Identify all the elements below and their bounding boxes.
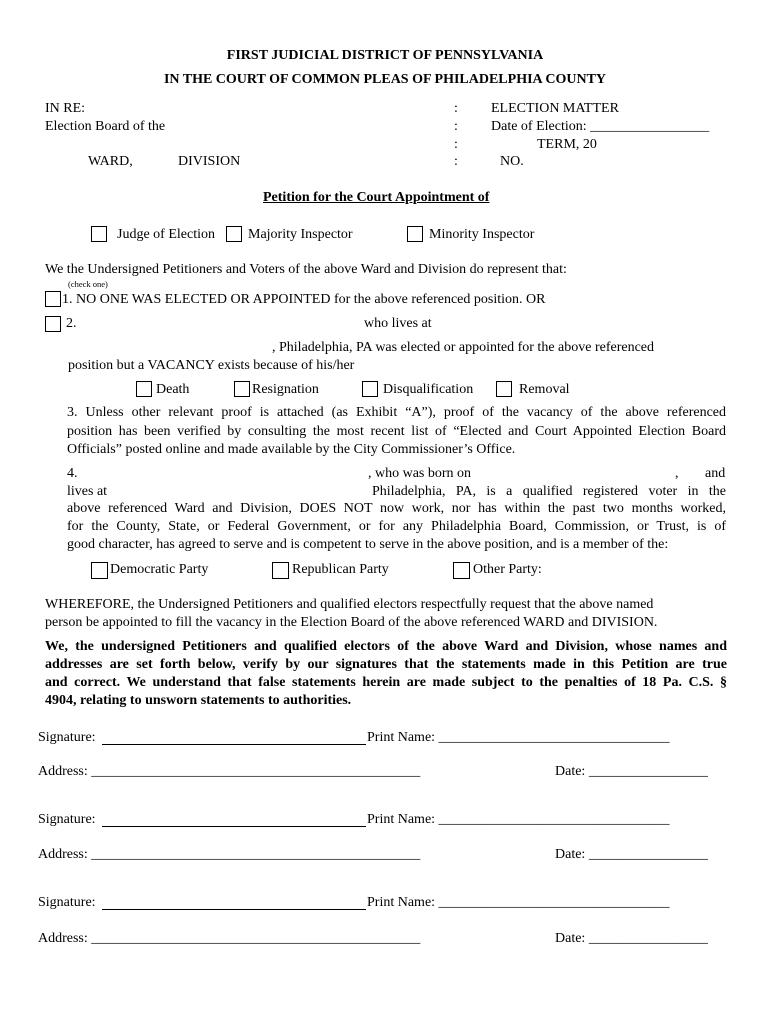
item1-text: 1. NO ONE WAS ELECTED OR APPOINTED for the above referenced position. OR — [62, 292, 546, 307]
check-one-note: (check one) — [68, 279, 108, 289]
republican-party-checkbox[interactable] — [272, 562, 289, 579]
signature-label: Signature: — [38, 730, 96, 745]
petition-title: Petition for the Court Appointment of — [263, 190, 490, 205]
wherefore-line2: person be appointed to fill the vacancy in the Election Board of the above referenced WARD and DIVISION. — [45, 615, 658, 630]
removal-label: Removal — [519, 382, 570, 397]
address-field[interactable]: Address: _______________________________________________ — [38, 764, 421, 779]
item3-line2: position has been verified by consulting the most recent list of “Elected and Court Appointed Election Board — [67, 424, 726, 439]
in-re-label: IN RE: — [45, 101, 86, 116]
item4-and: and — [705, 466, 726, 481]
disqualification-checkbox[interactable] — [362, 381, 378, 397]
item1-checkbox[interactable] — [45, 291, 61, 307]
item4-philadelphia: Philadelphia, PA, is a qualified registered voter in the — [372, 484, 726, 499]
division-label: DIVISION — [178, 154, 241, 169]
signature-label: Signature: — [38, 895, 96, 910]
caption-colon: : — [454, 154, 458, 169]
item4-line3: above referenced Ward and Division, DOES NOT now work, nor has within the past two months worked, — [67, 501, 726, 516]
majority-inspector-label: Majority Inspector — [248, 227, 353, 242]
signature-line[interactable] — [102, 909, 366, 910]
date-field[interactable]: Date: _________________ — [555, 764, 708, 779]
election-matter-label: ELECTION MATTER — [491, 101, 619, 116]
item2-philadelphia-line: , Philadelphia, PA was elected or appointed for the above referenced — [272, 340, 655, 355]
item2-vacancy-line: position but a VACANCY exists because of his/her — [68, 358, 355, 373]
verification-line4: 4904, relating to unsworn statements to authorities. — [45, 693, 352, 708]
removal-checkbox[interactable] — [496, 381, 512, 397]
verification-line3: and correct. We understand that false statements herein are made subject to the penalties of 18 Pa. C.S. § — [45, 675, 727, 690]
caption-colon: : — [454, 101, 458, 116]
verification-line2: addresses are set forth below, verify by our signatures that the statements made in this Petition are true — [45, 657, 727, 672]
signature-line[interactable] — [102, 826, 366, 827]
other-party-checkbox[interactable] — [453, 562, 470, 579]
other-party-label: Other Party: — [473, 562, 542, 577]
caption-colon: : — [454, 137, 458, 152]
date-field[interactable]: Date: _________________ — [555, 931, 708, 946]
print-name-field[interactable]: Print Name: _________________________________ — [367, 895, 670, 910]
print-name-field[interactable]: Print Name: _________________________________ — [367, 812, 670, 827]
democratic-party-label: Democratic Party — [110, 562, 209, 577]
date-field[interactable]: Date: _________________ — [555, 847, 708, 862]
death-checkbox[interactable] — [136, 381, 152, 397]
court-district-heading: FIRST JUDICIAL DISTRICT OF PENNSYLVANIA — [226, 48, 544, 63]
signature-label: Signature: — [38, 812, 96, 827]
wherefore-line1: WHEREFORE, the Undersigned Petitioners and qualified electors respectfully request that the above named — [45, 597, 654, 612]
death-label: Death — [156, 382, 190, 397]
verification-line1: We, the undersigned Petitioners and qualified electors of the above Ward and Division, whose names and — [45, 639, 727, 654]
address-field[interactable]: Address: _______________________________________________ — [38, 847, 421, 862]
judge-of-election-checkbox[interactable] — [91, 226, 107, 242]
address-field[interactable]: Address: _______________________________________________ — [38, 931, 421, 946]
majority-inspector-checkbox[interactable] — [226, 226, 242, 242]
signature-line[interactable] — [102, 744, 366, 745]
republican-party-label: Republican Party — [292, 562, 389, 577]
item4-number: 4. — [67, 466, 78, 481]
date-of-election-field[interactable]: Date of Election: _________________ — [491, 119, 710, 134]
democratic-party-checkbox[interactable] — [91, 562, 108, 579]
resignation-label: Resignation — [252, 382, 319, 397]
term-field[interactable]: TERM, 20 — [537, 137, 597, 152]
court-name-heading: IN THE COURT OF COMMON PLEAS OF PHILADELPHIA COUNTY — [163, 72, 607, 87]
caption-colon: : — [454, 119, 458, 134]
ward-label: WARD, — [88, 154, 133, 169]
item4-born-on: , who was born on — [368, 466, 472, 481]
election-board-label: Election Board of the — [45, 119, 166, 134]
minority-inspector-checkbox[interactable] — [407, 226, 423, 242]
judge-of-election-label: Judge of Election — [117, 227, 215, 242]
item4-line4: for the County, State, or Federal Government, or for any Philadelphia Board, Commission, or Trust, is of — [67, 519, 726, 534]
item2-checkbox[interactable] — [45, 316, 61, 332]
item2-number: 2. — [66, 316, 77, 331]
resignation-checkbox[interactable] — [234, 381, 250, 397]
item2-who-lives-at: who lives at — [364, 316, 432, 331]
item4-comma: , — [675, 466, 679, 481]
disqualification-label: Disqualification — [383, 382, 474, 397]
item4-line5: good character, has agreed to serve and is competent to serve in the above position, and is a member of the: — [67, 537, 669, 552]
print-name-field[interactable]: Print Name: _________________________________ — [367, 730, 670, 745]
number-field[interactable]: NO. — [500, 154, 524, 169]
item3-line1: 3. Unless other relevant proof is attached (as Exhibit “A”), proof of the vacancy of the above referenced — [67, 405, 726, 420]
item4-lives-at: lives at — [67, 484, 108, 499]
minority-inspector-label: Minority Inspector — [429, 227, 535, 242]
item3-line3: Officials” posted online and made available by the City Commissioner’s Office. — [67, 442, 516, 457]
intro-statement: We the Undersigned Petitioners and Voters of the above Ward and Division do represent that: — [45, 262, 567, 277]
